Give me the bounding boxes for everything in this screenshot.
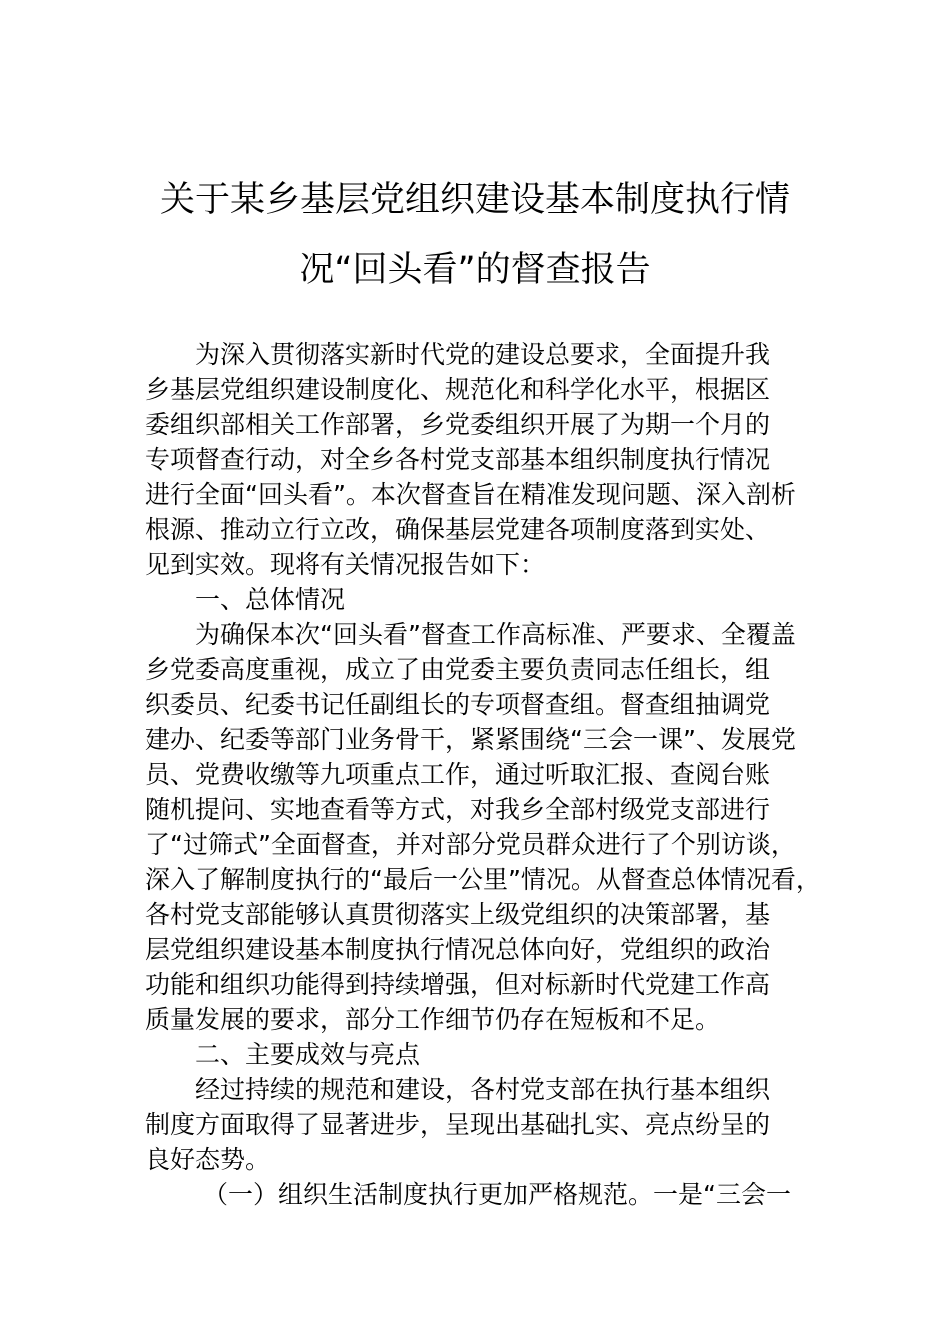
paragraph-line: 了“过筛式”全面督查，并对部分党员群众进行了个别访谈， (145, 830, 796, 859)
paragraph-line: 良好态势。 (145, 1145, 271, 1174)
paragraph-line: 根源、推动立行立改，确保基层党建各项制度落到实处、 (145, 515, 771, 544)
document-title-line-2: 况“回头看”的督查报告 (299, 250, 651, 290)
paragraph-line: 员、党费收缴等九项重点工作，通过听取汇报、查阅台账 (145, 760, 771, 789)
paragraph-line: 功能和组织功能得到持续增强，但对标新时代党建工作高 (145, 970, 771, 999)
paragraph-line: 建办、纪委等部门业务骨干，紧紧围绕“三会一课”、发展党 (145, 725, 796, 754)
subsection-heading-1: （一）组织生活制度执行更加严格规范。一是“三会一 (203, 1180, 791, 1209)
paragraph-line: 委组织部相关工作部署，乡党委组织开展了为期一个月的 (145, 410, 771, 439)
paragraph-line: 经过持续的规范和建设，各村党支部在执行基本组织 (195, 1075, 771, 1104)
paragraph-line: 专项督查行动，对全乡各村党支部基本组织制度执行情况 (145, 445, 771, 474)
paragraph-line: 层党组织建设基本制度执行情况总体向好，党组织的政治 (145, 935, 771, 964)
paragraph-line: 制度方面取得了显著进步，呈现出基础扎实、亮点纷呈的 (145, 1110, 771, 1139)
paragraph-line: 随机提问、实地查看等方式，对我乡全部村级党支部进行 (145, 795, 771, 824)
paragraph-line: 各村党支部能够认真贯彻落实上级党组织的决策部署，基 (145, 900, 771, 929)
paragraph-line: 为深入贯彻落实新时代党的建设总要求，全面提升我 (195, 340, 771, 369)
section-heading-overview: 一、总体情况 (195, 585, 346, 614)
paragraph-line: 乡党委高度重视，成立了由党委主要负责同志任组长，组 (145, 655, 771, 684)
paragraph-line: 为确保本次“回头看”督查工作高标准、严要求、全覆盖 (195, 620, 796, 649)
paragraph-line: 进行全面“回头看”。本次督查旨在精准发现问题、深入剖析 (145, 480, 796, 509)
section-heading-achievements: 二、主要成效与亮点 (195, 1040, 421, 1069)
paragraph-line: 织委员、纪委书记任副组长的专项督查组。督查组抽调党 (145, 690, 771, 719)
document-title-line-1: 关于某乡基层党组织建设基本制度执行情 (159, 180, 790, 220)
paragraph-line: 质量发展的要求，部分工作细节仍存在短板和不足。 (145, 1005, 721, 1034)
paragraph-line: 深入了解制度执行的“最后一公里”情况。从督查总体情况看， (145, 865, 821, 894)
paragraph-line: 见到实效。现将有关情况报告如下： (145, 550, 546, 579)
paragraph-line: 乡基层党组织建设制度化、规范化和科学化水平，根据区 (145, 375, 771, 404)
